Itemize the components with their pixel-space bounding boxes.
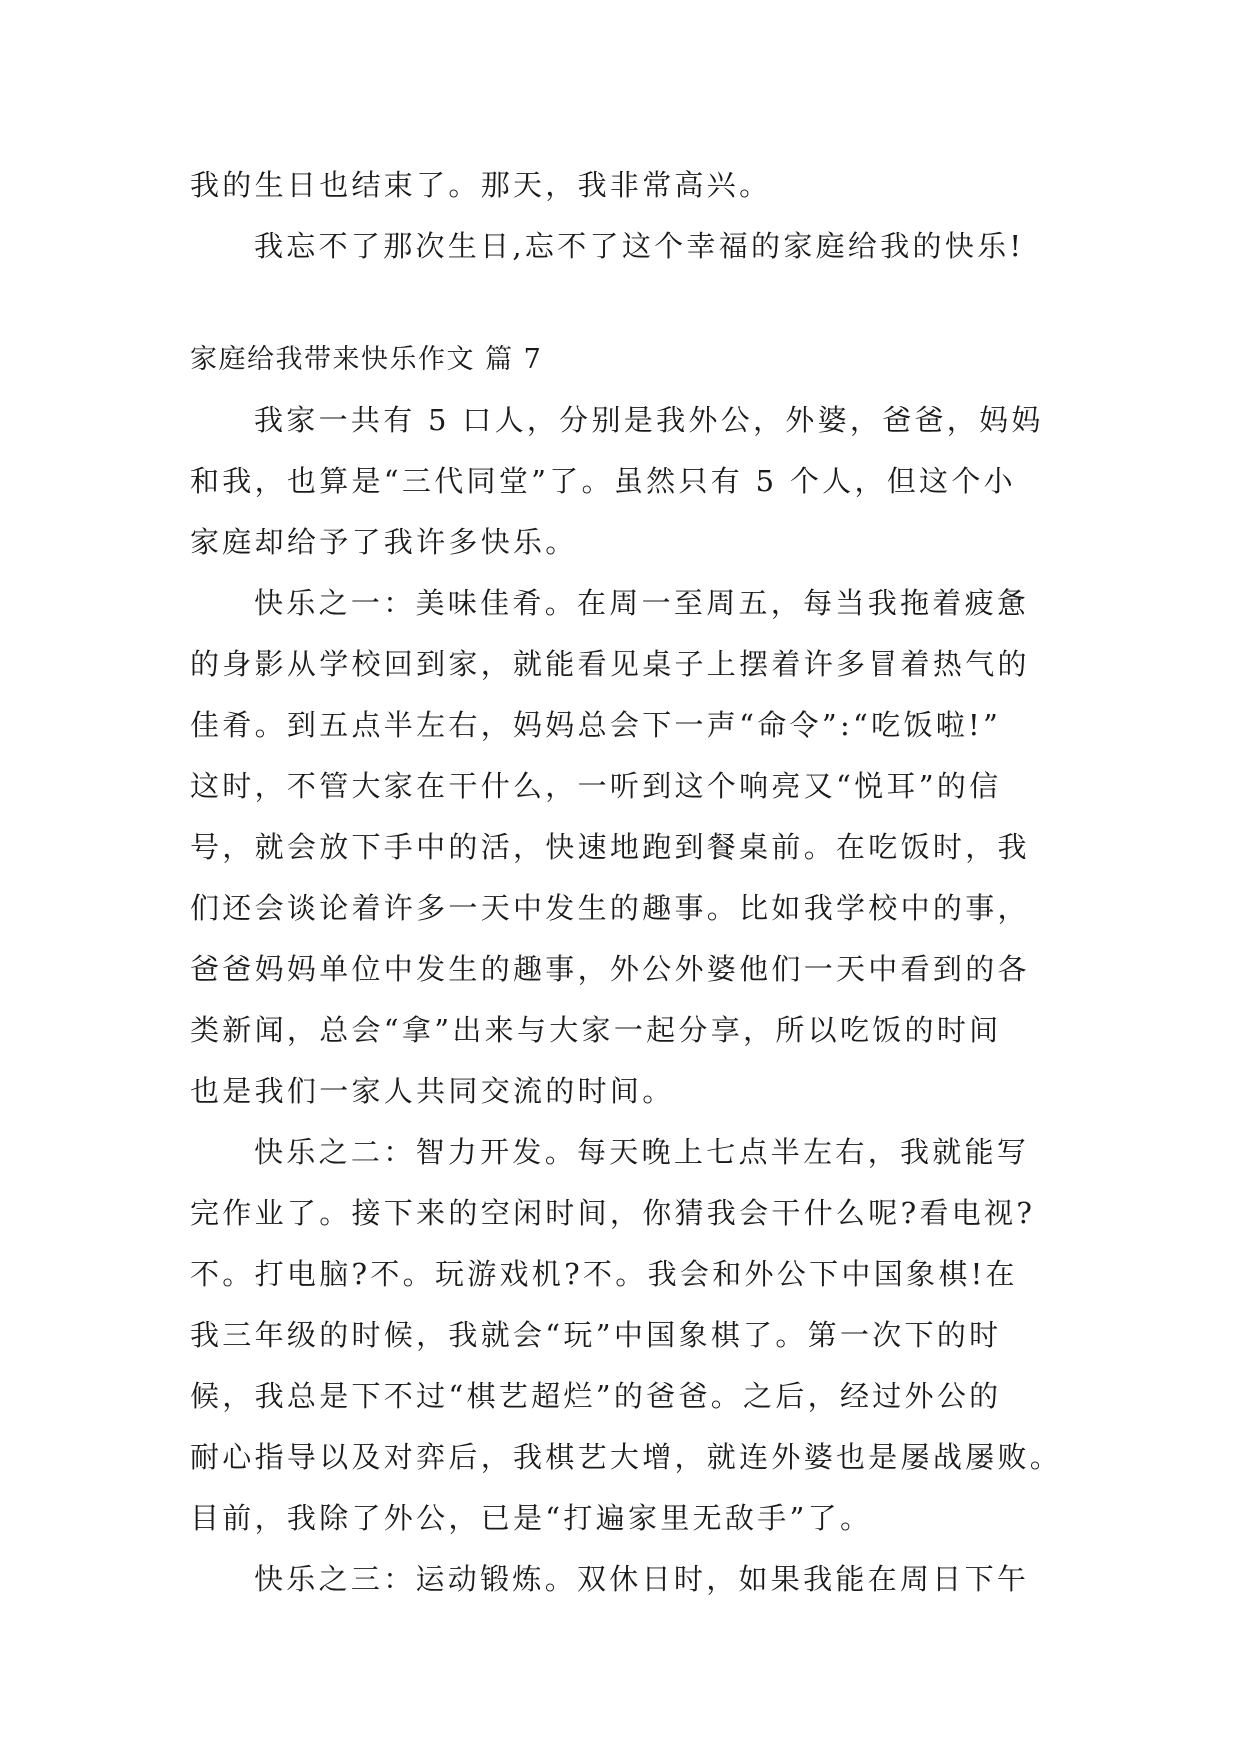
text-line: 快乐之一：美味佳肴。在周一至周五，每当我拖着疲惫 (254, 586, 1030, 620)
text-line: 候，我总是下不过“棋艺超烂”的爸爸。之后，经过外公的 (190, 1379, 1002, 1413)
text-line: 佳肴。到五点半左右，妈妈总会下一声“命令”:“吃饭啦!” (190, 708, 1002, 742)
text-line: 也是我们一家人共同交流的时间。 (190, 1074, 675, 1108)
text-line: 耐心指导以及对弈后，我棋艺大增，就连外婆也是屡战屡败。 (190, 1440, 1063, 1474)
text-line: 我的生日也结束了。那天，我非常高兴。 (190, 168, 772, 202)
text-line: 我忘不了那次生日,忘不了这个幸福的家庭给我的快乐! (254, 229, 1025, 263)
text-line: 类新闻，总会“拿”出来与大家一起分享，所以吃饭的时间 (190, 1013, 1002, 1047)
section-title: 家庭给我带来快乐作文 篇 7 (190, 344, 543, 375)
text-line: 家庭却给予了我许多快乐。 (190, 525, 578, 559)
text-line: 这时，不管大家在干什么，一听到这个响亮又“悦耳”的信 (190, 769, 1002, 803)
text-line: 完作业了。接下来的空闲时间，你猜我会干什么呢?看电视? (190, 1196, 1036, 1230)
document-body (190, 155, 1063, 1610)
text-line: 们还会谈论着许多一天中发生的趣事。比如我学校中的事， (190, 891, 1030, 925)
text-line: 快乐之三：运动锻炼。双休日时，如果我能在周日下午 (254, 1562, 1030, 1596)
text-line: 目前，我除了外公，已是“打遍家里无敌手”了。 (190, 1501, 873, 1535)
text-line: 不。打电脑?不。玩游戏机?不。我会和外公下中国象棋!在 (190, 1257, 1018, 1291)
text-line: 我三年级的时候，我就会“玩”中国象棋了。第一次下的时 (190, 1318, 1002, 1352)
text-line: 号，就会放下手中的活，快速地跑到餐桌前。在吃饭时，我 (190, 830, 1030, 864)
text-line: 爸爸妈妈单位中发生的趣事，外公外婆他们一天中看到的各 (190, 952, 1030, 986)
text-line: 的身影从学校回到家，就能看见桌子上摆着许多冒着热气的 (190, 647, 1030, 681)
text-line: 快乐之二：智力开发。每天晚上七点半左右，我就能写 (254, 1135, 1030, 1169)
text-line: 和我，也算是“三代同堂”了。虽然只有 5 个人，但这个小 (190, 464, 1016, 498)
text-line: 我家一共有 5 口人，分别是我外公，外婆，爸爸，妈妈 (254, 403, 1044, 437)
section-gap (190, 277, 1060, 329)
